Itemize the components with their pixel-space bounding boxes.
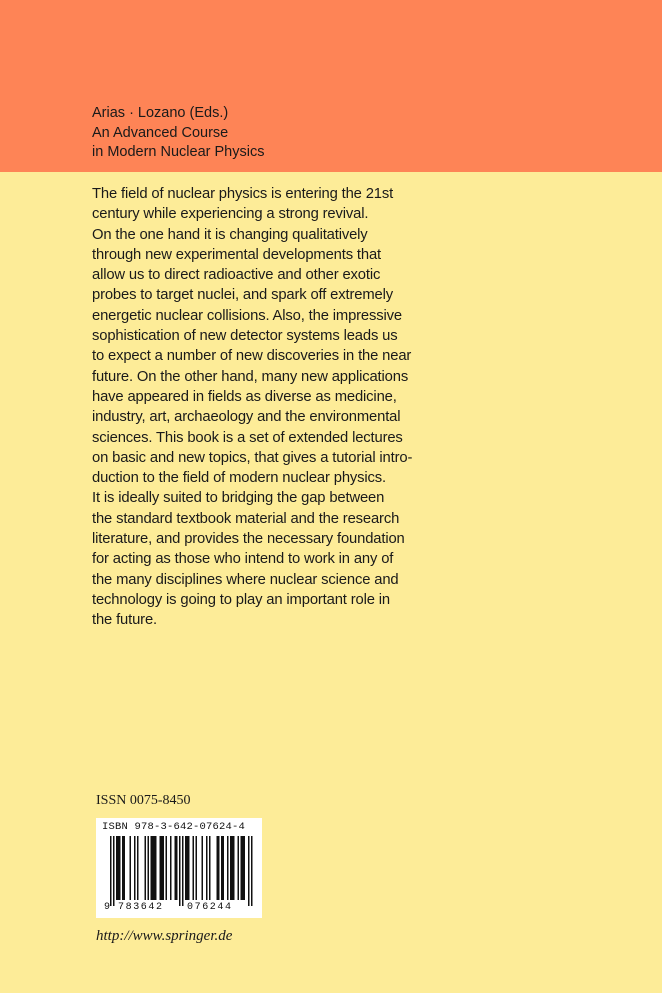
barcode-bar bbox=[218, 836, 220, 900]
barcode-bar bbox=[188, 836, 190, 900]
book-title-line-1: An Advanced Course bbox=[92, 124, 229, 141]
barcode-bar bbox=[130, 836, 132, 900]
description-line: The field of nuclear physics is entering the 21st bbox=[92, 186, 394, 202]
description-line: to expect a number of new discoveries in the near bbox=[92, 348, 412, 365]
ean-right-group: 076244 bbox=[187, 902, 233, 913]
barcode-bar bbox=[176, 836, 178, 900]
barcode-bar bbox=[170, 836, 172, 900]
description-line: It is ideally suited to bridging the gap between bbox=[92, 490, 385, 507]
barcode-bar bbox=[160, 836, 162, 900]
barcode-bar bbox=[238, 836, 240, 900]
description-line: future. On the other hand, many new applications bbox=[92, 368, 409, 385]
ean-first-digit: 9 bbox=[104, 902, 111, 913]
description-line: on basic and new topics, that gives a tutorial intro- bbox=[92, 449, 413, 466]
description-line: industry, art, archaeology and the environmental bbox=[92, 409, 401, 426]
barcode-bar bbox=[187, 836, 189, 900]
barcode-bar bbox=[110, 836, 112, 906]
barcode-bar bbox=[155, 836, 157, 900]
barcode-bar bbox=[179, 836, 181, 906]
barcode-bar bbox=[163, 836, 165, 900]
barcode-bar bbox=[145, 836, 147, 900]
barcode-bar bbox=[137, 836, 139, 900]
barcode-bar bbox=[161, 836, 163, 900]
barcode bbox=[96, 818, 262, 918]
description-line: On the one hand it is changing qualitatively bbox=[92, 226, 368, 243]
barcode-bar bbox=[134, 836, 136, 900]
description-line: the many disciplines where nuclear science and bbox=[92, 571, 399, 588]
barcode-bar bbox=[154, 836, 156, 900]
barcode-bar bbox=[221, 836, 223, 900]
description-line: century while experiencing a strong revival. bbox=[92, 206, 369, 223]
description-line: through new experimental developments that bbox=[92, 246, 381, 263]
description-line: technology is going to play an important role in bbox=[92, 591, 390, 608]
barcode-bar bbox=[223, 836, 225, 900]
barcode-bar bbox=[233, 836, 235, 900]
description-line: energetic nuclear collisions. Also, the impressive bbox=[92, 307, 402, 324]
barcode-bar bbox=[113, 836, 115, 906]
barcode-bar bbox=[209, 836, 211, 900]
barcode-bar bbox=[152, 836, 154, 900]
barcode-bar bbox=[232, 836, 234, 900]
publisher-url[interactable]: http://www.springer.de bbox=[96, 928, 233, 944]
barcode-bar bbox=[196, 836, 198, 900]
barcode-bar bbox=[182, 836, 184, 906]
barcode-bar bbox=[242, 836, 244, 900]
barcode-bar bbox=[227, 836, 229, 900]
book-description bbox=[92, 184, 422, 631]
ean-left-group: 783642 bbox=[118, 902, 164, 913]
barcode-bar bbox=[202, 836, 204, 900]
barcode-bar bbox=[116, 836, 118, 900]
barcode-bar bbox=[230, 836, 232, 900]
description-line: duction to the field of modern nuclear physics. bbox=[92, 470, 386, 487]
isbn-label: ISBN 978-3-642-07624-4 bbox=[102, 821, 246, 833]
description-line: sciences. This book is a set of extended lectures bbox=[92, 429, 403, 446]
issn: ISSN 0075-8450 bbox=[96, 793, 191, 808]
description-line: probes to target nuclei, and spark off extremely bbox=[92, 287, 393, 304]
barcode-bar bbox=[193, 836, 195, 900]
description-line: literature, and provides the necessary foundation bbox=[92, 531, 405, 548]
barcode-bar bbox=[122, 836, 124, 900]
barcode-bar bbox=[251, 836, 253, 906]
barcode-bar bbox=[217, 836, 219, 900]
barcode-bar bbox=[119, 836, 121, 900]
book-title-line-2: in Modern Nuclear Physics bbox=[92, 144, 265, 160]
barcode-bar bbox=[148, 836, 150, 900]
barcode-bar bbox=[244, 836, 246, 900]
description-line: the future. bbox=[92, 612, 157, 629]
description-line: for acting as those who intend to work in any of bbox=[92, 551, 394, 568]
description-line: the standard textbook material and the research bbox=[92, 510, 400, 527]
barcode-bar bbox=[124, 836, 126, 900]
barcode-bar bbox=[175, 836, 177, 900]
barcode-bar bbox=[185, 836, 187, 900]
barcode-bar bbox=[241, 836, 243, 900]
barcode-bar bbox=[248, 836, 250, 906]
barcode-bar bbox=[151, 836, 153, 900]
description-line: allow us to direct radioactive and other exotic bbox=[92, 267, 381, 284]
editors: Arias · Lozano (Eds.) bbox=[92, 105, 229, 121]
barcode-bar bbox=[166, 836, 168, 900]
description-line: have appeared in fields as diverse as medicine, bbox=[92, 388, 397, 405]
cover-header bbox=[92, 104, 264, 163]
barcode-bar bbox=[206, 836, 208, 900]
description-line: sophistication of new detector systems leads us bbox=[92, 328, 398, 345]
barcode-bar bbox=[118, 836, 120, 900]
